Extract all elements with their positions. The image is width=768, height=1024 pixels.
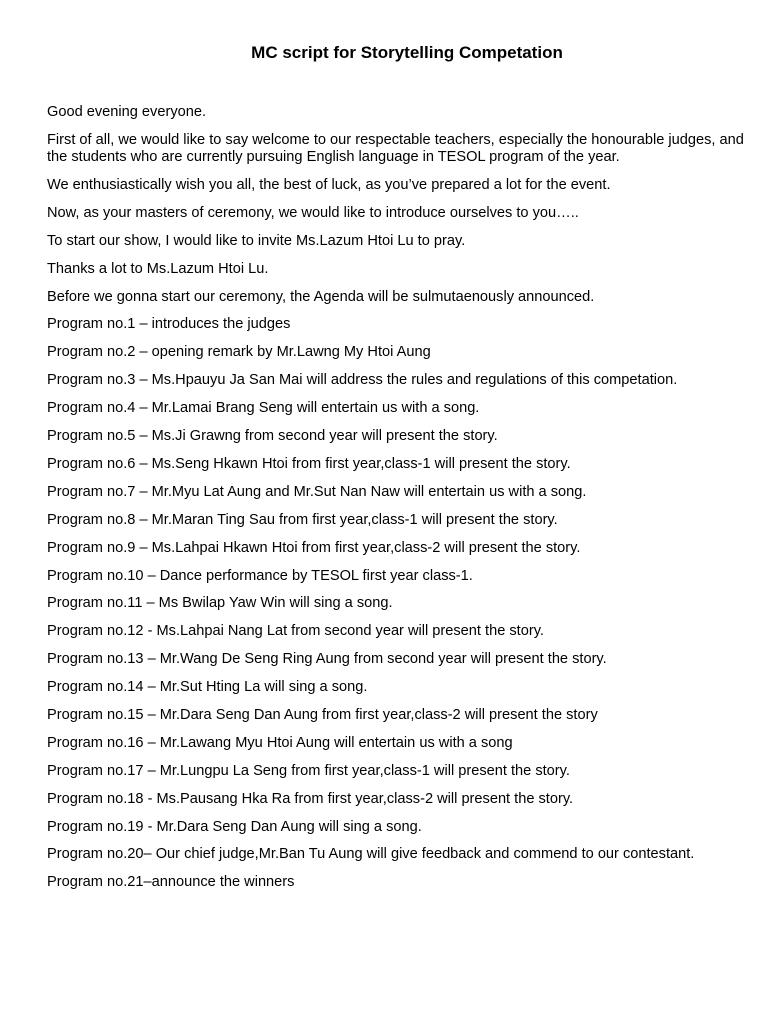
welcome-paragraph: First of all, we would like to say welcome to our respectable teachers, especially the honourable judges, and the students who are currently pursuing English language in TESOL program of the year.	[47, 131, 744, 165]
program-item: Program no.2 – opening remark by Mr.Lawng My Htoi Aung	[47, 344, 431, 361]
program-list	[47, 316, 761, 890]
program-item: Program no.15 – Mr.Dara Seng Dan Aung from first year,class-2 will present the story	[47, 706, 598, 723]
program-item: Program no.20– Our chief judge,Mr.Ban Tu Aung will give feedback and commend to our contestant.	[47, 846, 695, 863]
program-item: Program no.12 - Ms.Lahpai Nang Lat from second year will present the story.	[47, 623, 544, 640]
program-item: Program no.3 – Ms.Hpauyu Ja San Mai will address the rules and regulations of this competation.	[47, 372, 678, 389]
program-item: Program no.18 - Ms.Pausang Hka Ra from first year,class-2 will present the story.	[47, 790, 574, 807]
program-item: Program no.14 – Mr.Sut Hting La will sing a song.	[47, 679, 368, 696]
program-item: Program no.6 – Ms.Seng Hkawn Htoi from first year,class-1 will present the story.	[47, 455, 571, 472]
document-body	[47, 104, 761, 902]
program-item: Program no.11 – Ms Bwilap Yaw Win will sing a song.	[47, 595, 393, 612]
wishes-paragraph: We enthusiastically wish you all, the best of luck, as you’ve prepared a lot for the event.	[47, 176, 611, 193]
greeting-paragraph: Good evening everyone.	[47, 104, 207, 120]
program-item: Program no.16 – Mr.Lawang Myu Htoi Aung will entertain us with a song	[47, 734, 513, 751]
program-item: Program no.17 – Mr.Lungpu La Seng from first year,class-1 will present the story.	[47, 762, 570, 779]
introduction-paragraph: Now, as your masters of ceremony, we would like to introduce ourselves to you…..	[47, 204, 579, 221]
prayer-invite-paragraph: To start our show, I would like to invite Ms.Lazum Htoi Lu to pray.	[47, 232, 466, 249]
program-item: Program no.13 – Mr.Wang De Seng Ring Aung from second year will present the story.	[47, 651, 607, 668]
program-item: Program no.1 – introduces the judges	[47, 316, 291, 333]
program-item: Program no.21–announce the winners	[47, 874, 295, 891]
thanks-paragraph: Thanks a lot to Ms.Lazum Htoi Lu.	[47, 260, 269, 277]
program-item: Program no.8 – Mr.Maran Ting Sau from first year,class-1 will present the story.	[47, 511, 558, 528]
agenda-paragraph: Before we gonna start our ceremony, the Agenda will be sulmutaenously announced.	[47, 288, 595, 305]
program-item: Program no.9 – Ms.Lahpai Hkawn Htoi from first year,class-2 will present the story.	[47, 539, 581, 556]
program-item: Program no.5 – Ms.Ji Grawng from second year will present the story.	[47, 428, 498, 445]
document-title: MC script for Storytelling Competation	[251, 43, 563, 62]
program-item: Program no.10 – Dance performance by TESOL first year class-1.	[47, 567, 473, 584]
program-item: Program no.4 – Mr.Lamai Brang Seng will entertain us with a song.	[47, 400, 480, 417]
program-item: Program no.19 - Mr.Dara Seng Dan Aung will sing a song.	[47, 818, 422, 835]
program-item: Program no.7 – Mr.Myu Lat Aung and Mr.Sut Nan Naw will entertain us with a song.	[47, 483, 587, 500]
